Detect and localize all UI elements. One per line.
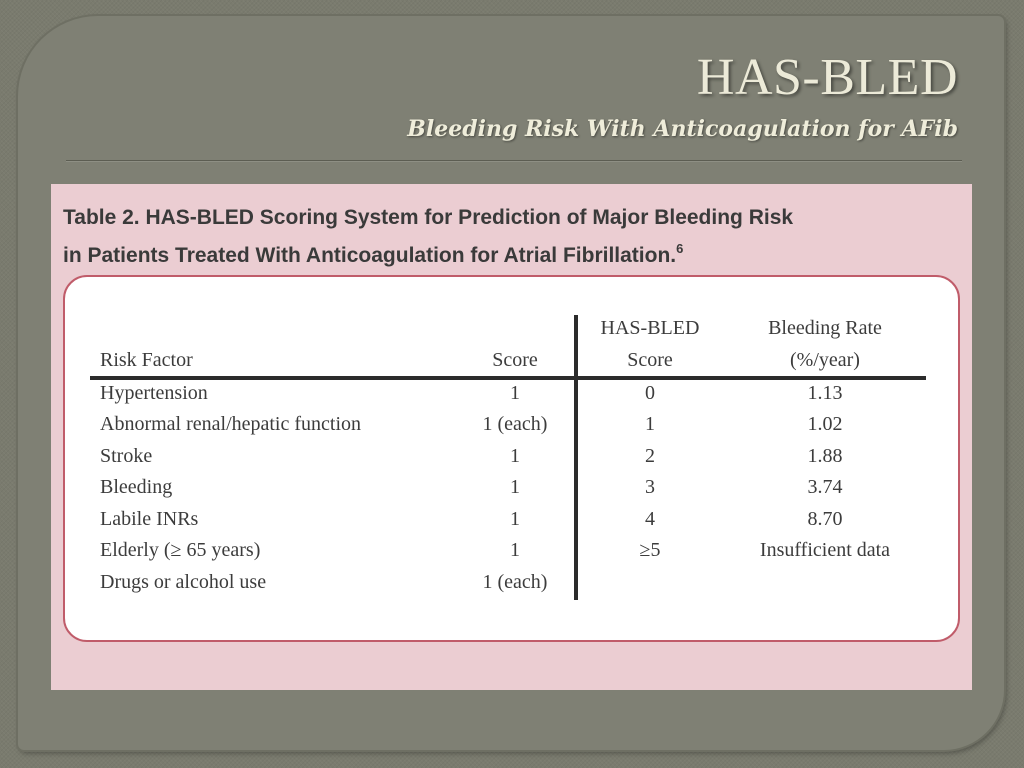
- slide-title: HAS-BLED: [696, 49, 958, 106]
- risk-factor-score: 1 (each): [482, 413, 548, 435]
- hasbled-score: ≥5: [639, 539, 661, 561]
- header-rate-line1: Bleeding Rate: [768, 317, 882, 339]
- header-score: Score: [492, 349, 538, 371]
- risk-factor-name: Elderly (≥ 65 years): [100, 539, 261, 561]
- bleeding-rate: 1.13: [807, 382, 843, 404]
- risk-factor-name: Hypertension: [100, 382, 208, 404]
- bleeding-rate: 1.88: [807, 445, 843, 467]
- caption-line-1: Table 2. HAS-BLED Scoring System for Prediction of Major Bleeding Risk: [63, 206, 794, 229]
- column-divider: [574, 315, 578, 600]
- hasbled-score: 3: [645, 476, 655, 498]
- scoring-table: [63, 275, 960, 642]
- slide-subtitle: Bleeding Risk With Anticoagulation for AFib: [407, 116, 958, 142]
- header-rule: [90, 376, 926, 380]
- header-rate-line2: (%/year): [790, 349, 860, 371]
- hasbled-score: 1: [645, 413, 655, 435]
- risk-factor-score: 1: [510, 539, 520, 561]
- table-figure: [51, 184, 972, 690]
- header-hasbled-line1: HAS-BLED: [600, 317, 700, 339]
- hasbled-score: 2: [645, 445, 655, 467]
- title-divider: [66, 160, 962, 161]
- risk-factor-score: 1: [510, 476, 520, 498]
- hasbled-score: 0: [645, 382, 655, 404]
- caption-reference: 6: [676, 241, 684, 256]
- bleeding-rate: 8.70: [807, 508, 843, 530]
- risk-factor-score: 1: [510, 382, 520, 404]
- header-hasbled-line2: Score: [627, 349, 673, 371]
- bleeding-rate: Insufficient data: [759, 539, 891, 561]
- header-risk-factor: Risk Factor: [100, 349, 193, 371]
- risk-factor-name: Labile INRs: [100, 508, 199, 530]
- risk-factor-score: 1: [510, 445, 520, 467]
- risk-factor-name: Drugs or alcohol use: [100, 571, 267, 593]
- table-caption: [63, 202, 963, 271]
- risk-factor-name: Stroke: [100, 445, 153, 467]
- caption-line-2: in Patients Treated With Anticoagulation for Atrial Fibrillation.: [63, 244, 677, 267]
- bleeding-rate: 1.02: [807, 413, 843, 435]
- risk-factor-score: 1 (each): [482, 571, 548, 593]
- hasbled-score: 4: [645, 508, 655, 530]
- risk-factor-name: Abnormal renal/hepatic function: [100, 413, 362, 435]
- risk-factor-name: Bleeding: [100, 476, 173, 498]
- bleeding-rate: 3.74: [807, 476, 843, 498]
- risk-factor-score: 1: [510, 508, 520, 530]
